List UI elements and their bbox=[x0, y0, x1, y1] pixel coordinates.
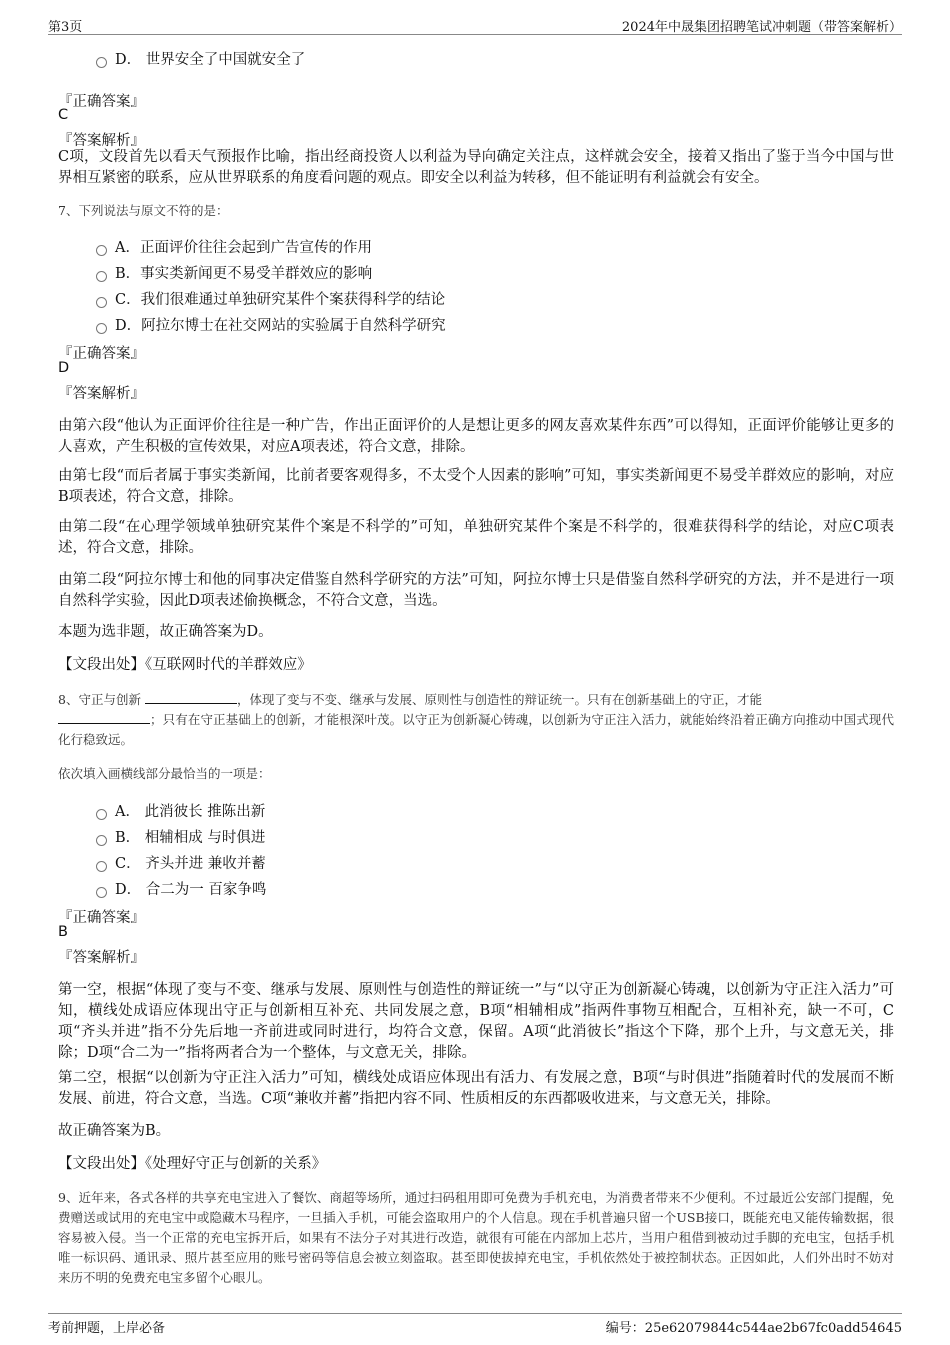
analysis-paragraph: 第一空，根据“体现了变与不变、继承与发展、原则性与创造性的辩证统一”与“以守正为创新凝心铸魂，以创新为守正注入活力”可知，横线处成语应体现出守正与创新相互补充、共同发展之意，B项“相辅相成”指两件事物互相配合，互相补充，缺一不可，C项“齐头并进”指不分先后地一齐前进或同时进行，均符合文意，保留。A项“此消彼长”指这个下降，那个上升，与文意无关，排除；D项“合二为一”指将两者合为一个整体，与文意无关，排除。 bbox=[58, 982, 894, 1061]
analysis-tag: 『答案解析』 bbox=[58, 386, 145, 402]
analysis-paragraph: 第二空，根据“以创新为守正注入活力”可知，横线处成语应体现出有活力、有发展之意，B项“与时俱进”指随着时代的发展而不断发展、前进，符合文意，当选。C项“兼收并蓄”指把内容不同、性质相反的东西都吸收进来，与文意无关，排除。 bbox=[58, 1070, 894, 1107]
answer-tag: 『正确答案』 bbox=[58, 94, 145, 110]
option-d[interactable]: D． 世界安全了中国就安全了 bbox=[96, 48, 305, 69]
radio-icon[interactable] bbox=[96, 323, 107, 334]
analysis-tag: 『答案解析』 bbox=[58, 950, 145, 966]
q7-option-d[interactable]: D．阿拉尔博士在社交网站的实验属于自然科学研究 bbox=[96, 314, 446, 335]
page-number: 第3页 bbox=[48, 20, 83, 35]
question-9-stem: 9、近年来，各式各样的共享充电宝进入了餐饮、商超等场所，通过扫码租用即可免费为手机充电，为消费者带来不少便利。不过最近公安部门提醒，免费赠送或试用的充电宝中或隐藏木马程序，一旦插入手机，可能会盗取用户的个人信息。现在手机普遍只留一个USB接口，既能充电又能传输数据，很容易被入侵。当一个正常的充电宝拆开后，如果有不法分子对其进行改造，就很有可能在内部加上芯片，当用户租借到被动过手脚的充电宝，包括手机唯一标识码、通讯录、照片甚至应用的账号密码等信息会被立刻盗取。甚至即使拔掉充电宝，手机依然处于被控制状态。正因如此，人们外出时不妨对来历不明的免费充电宝多留个心眼儿。 bbox=[58, 1190, 894, 1285]
analysis-paragraph: 由第二段“在心理学领域单独研究某件个案是不科学的”可知，单独研究某件个案是不科学的，很难获得科学的结论，对应C项表述，符合文意，排除。 bbox=[58, 519, 894, 556]
analysis-text: C项，文段首先以看天气预报作比喻，指出经商投资人以利益为导向确定关注点，这样就会安全，接着又指出了鉴于当今中国与世界相互紧密的联系，应从世界联系的角度看问题的观点。即安全以利益为转移，但不能证明有利益就会有安全。 bbox=[58, 149, 894, 186]
question-8-stem: 8、守正与创新 ，体现了变与不变、继承与发展、原则性与创造性的辩证统一。只有在创新基础上的守正，才能 ；只有在守正基础上的创新，才能根深叶茂。以守正为创新凝心铸魂，以创新为守正注入活力，就能始终沿着正确方向推动中国式现代化行稳致远。 bbox=[58, 692, 894, 747]
analysis-conclusion: 故正确答案为B。 bbox=[58, 1123, 171, 1139]
answer-tag: 『正确答案』 bbox=[58, 910, 145, 926]
fill-blank bbox=[145, 691, 237, 704]
radio-icon[interactable] bbox=[96, 57, 107, 68]
question-7-stem: 7、下列说法与原文不符的是： bbox=[58, 203, 229, 218]
page-header bbox=[48, 14, 902, 35]
document-title: 2024年中晟集团招聘笔试冲刺题（带答案解析） bbox=[621, 20, 902, 35]
radio-icon[interactable] bbox=[96, 861, 107, 872]
source-citation: 【文段出处】《互联网时代的羊群效应》 bbox=[58, 657, 312, 673]
correct-answer: D bbox=[58, 360, 70, 376]
radio-icon[interactable] bbox=[96, 887, 107, 898]
q7-option-c[interactable]: C．我们很难通过单独研究某件个案获得科学的结论 bbox=[96, 288, 445, 309]
analysis-paragraph: 由第六段“他认为正面评价往往是一种广告，作出正面评价的人是想让更多的网友喜欢某件东西”可以得知，正面评价能够让更多的人喜欢，产生积极的宣传效果，对应A项表述，符合文意，排除。 bbox=[58, 418, 894, 455]
question-8-prompt: 依次填入画横线部分最恰当的一项是： bbox=[58, 766, 271, 781]
page-footer bbox=[48, 1313, 902, 1334]
q7-option-b[interactable]: B．事实类新闻更不易受羊群效应的影响 bbox=[96, 262, 372, 283]
analysis-paragraph: 由第二段“阿拉尔博士和他的同事决定借鉴自然科学研究的方法”可知，阿拉尔博士只是借鉴自然科学研究的方法，并不是进行一项自然科学实验，因此D项表述偷换概念，不符合文意，当选。 bbox=[58, 572, 894, 609]
q8-option-a[interactable]: A． 此消彼长 推陈出新 bbox=[96, 800, 265, 821]
radio-icon[interactable] bbox=[96, 297, 107, 308]
q8-option-d[interactable]: D． 合二为一 百家争鸣 bbox=[96, 878, 266, 899]
source-citation: 【文段出处】《处理好守正与创新的关系》 bbox=[58, 1156, 327, 1172]
radio-icon[interactable] bbox=[96, 271, 107, 282]
q8-option-b[interactable]: B． 相辅相成 与时俱进 bbox=[96, 826, 265, 847]
answer-tag: 『正确答案』 bbox=[58, 346, 145, 362]
q8-option-c[interactable]: C． 齐头并进 兼收并蓄 bbox=[96, 852, 266, 873]
fill-blank bbox=[58, 711, 150, 724]
analysis-paragraph: 由第七段“而后者属于事实类新闻，比前者要客观得多，不太受个人因素的影响”可知，事实类新闻更不易受羊群效应的影响，对应B项表述，符合文意，排除。 bbox=[58, 468, 894, 505]
footer-slogan: 考前押题，上岸必备 bbox=[48, 1321, 166, 1336]
document-code: 编号：25e62079844c544ae2b67fc0add54645 bbox=[605, 1321, 902, 1336]
radio-icon[interactable] bbox=[96, 809, 107, 820]
q7-option-a[interactable]: A．正面评价往往会起到广告宣传的作用 bbox=[96, 236, 372, 257]
radio-icon[interactable] bbox=[96, 835, 107, 846]
correct-answer: C bbox=[58, 107, 69, 123]
analysis-conclusion: 本题为选非题，故正确答案为D。 bbox=[58, 624, 273, 640]
analysis-tag: 『答案解析』 bbox=[58, 133, 145, 149]
radio-icon[interactable] bbox=[96, 245, 107, 256]
correct-answer: B bbox=[58, 924, 68, 940]
